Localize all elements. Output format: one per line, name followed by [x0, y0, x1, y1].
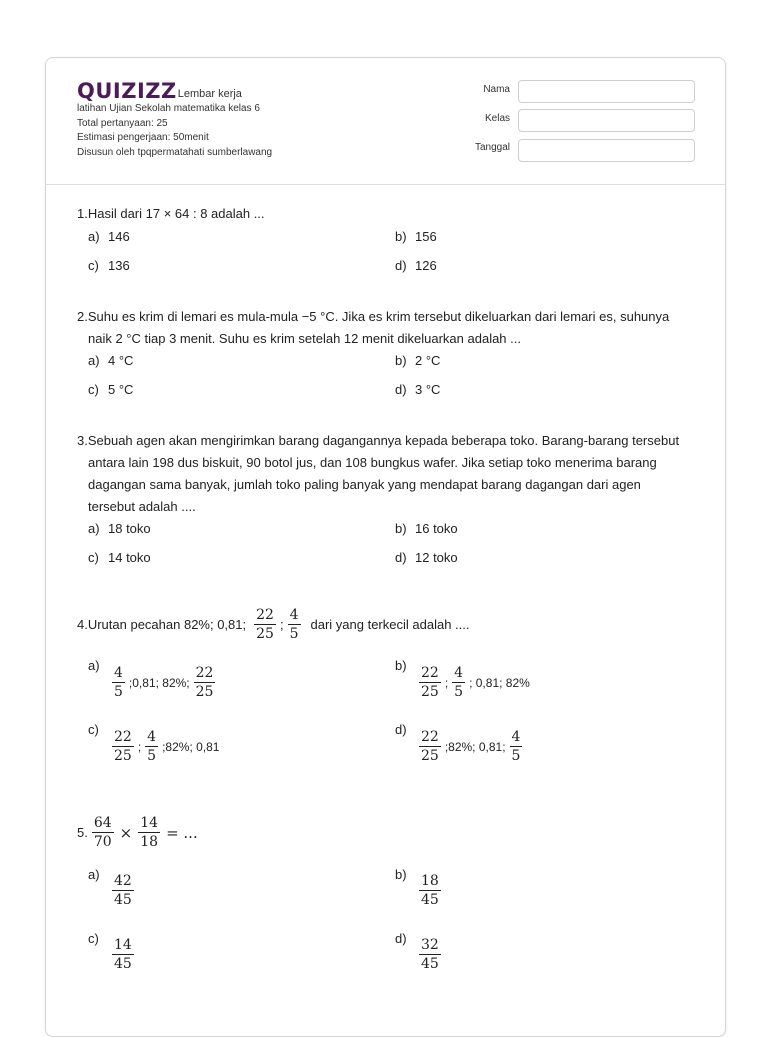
- q4-option-b[interactable]: [417, 665, 532, 700]
- class-label: Kelas: [484, 113, 510, 124]
- denominator: 25: [421, 684, 439, 700]
- denominator: 18: [140, 834, 159, 850]
- numerator: 22: [114, 729, 132, 745]
- option-label: b): [395, 521, 407, 536]
- date-label: Tanggal: [474, 142, 510, 153]
- option-text: 5 °C: [108, 382, 134, 397]
- option-label: d): [395, 258, 407, 273]
- question-5-text: [77, 815, 202, 850]
- q3-line-1: 3.Sebuah agen akan mengirimkan barang dagangannya kepada beberapa toko. Barang-barang tersebut: [77, 433, 680, 448]
- q4-suffix: dari yang terkecil adalah ....: [310, 617, 470, 632]
- option-text: ; 0,81; 82%: [469, 675, 530, 690]
- option-label: d): [395, 550, 407, 565]
- worksheet-label: Lembar kerja: [177, 88, 242, 100]
- numerator: 4: [147, 729, 157, 745]
- option-text: 126: [415, 258, 437, 273]
- q4-option-d[interactable]: [417, 729, 524, 764]
- q2-option-d[interactable]: [395, 381, 440, 399]
- q4-option-b-label: b): [395, 658, 407, 673]
- option-text: ;0,81; 82%;: [128, 675, 190, 690]
- name-field[interactable]: [518, 80, 695, 103]
- author: Disusun oleh tpqpermatahati sumberlawang: [77, 147, 273, 158]
- question-2-text: [77, 306, 669, 350]
- fraction: [419, 873, 441, 908]
- numerator: 18: [421, 873, 439, 889]
- q2-option-c[interactable]: [88, 381, 133, 399]
- q1-option-b[interactable]: [395, 228, 437, 246]
- fraction: [112, 729, 134, 764]
- option-text: ;82%; 0,81;: [444, 739, 506, 754]
- option-label: d): [395, 382, 407, 397]
- q3-line-3: dagangan sama banyak, jumlah toko paling banyak yang mendapat barang dagangan dari agen: [88, 477, 641, 492]
- numerator: 22: [421, 665, 439, 681]
- numerator: 64: [93, 815, 112, 831]
- option-label: c): [88, 550, 99, 565]
- option-label: a): [88, 229, 100, 244]
- equals-sign: = ...: [166, 823, 198, 842]
- denominator: 70: [93, 834, 112, 850]
- question-3-text: [77, 430, 679, 518]
- q5-option-d[interactable]: [417, 937, 443, 972]
- fraction: [288, 607, 301, 642]
- option-text: 18 toko: [108, 521, 151, 536]
- q3-option-b[interactable]: [395, 520, 458, 538]
- numerator: 4: [454, 665, 464, 681]
- denominator: 45: [421, 892, 439, 908]
- logo-row: [77, 80, 242, 102]
- q3-option-a[interactable]: [88, 520, 151, 538]
- q3-option-c[interactable]: [88, 549, 151, 567]
- denominator: 25: [421, 748, 439, 764]
- q5-option-c[interactable]: [110, 937, 136, 972]
- fraction: [452, 665, 465, 700]
- fraction: [419, 937, 441, 972]
- q3-line-4: tersebut adalah ....: [88, 499, 196, 514]
- separator: ;: [444, 675, 449, 690]
- option-label: a): [88, 521, 100, 536]
- estimated-time: Estimasi pengerjaan: 50menit: [77, 132, 209, 143]
- option-label: c): [88, 382, 99, 397]
- q4-option-d-label: d): [395, 722, 407, 737]
- q5-option-d-label: d): [395, 931, 407, 946]
- separator: ;: [279, 617, 284, 632]
- q2-line-1: 2.Suhu es krim di lemari es mula-mula −5 °C. Jika es krim tersebut dikeluarkan dari lemari es, suhunya: [77, 309, 670, 324]
- question-total: Total pertanyaan: 25: [77, 118, 168, 129]
- option-text: 16 toko: [415, 521, 458, 536]
- option-label: c): [88, 258, 99, 273]
- option-text: 12 toko: [415, 550, 458, 565]
- fraction: [254, 607, 276, 642]
- option-text: 146: [108, 229, 130, 244]
- q5-option-c-label: c): [88, 931, 99, 946]
- fraction: [419, 729, 441, 764]
- q1-option-c[interactable]: [88, 257, 130, 275]
- q4-option-a[interactable]: [110, 665, 217, 700]
- numerator: 4: [511, 729, 521, 745]
- q1-option-a[interactable]: [88, 228, 130, 246]
- q5-option-b-label: b): [395, 867, 407, 882]
- denominator: 5: [511, 748, 521, 764]
- fraction: [92, 815, 114, 850]
- q3-line-2: antara lain 198 dus biskuit, 90 botol jus, dan 108 bungkus wafer. Jika setiap toko menerima barang: [88, 455, 657, 470]
- denominator: 25: [256, 626, 274, 642]
- option-text: 3 °C: [415, 382, 441, 397]
- option-text: 156: [415, 229, 437, 244]
- worksheet-title: latihan Ujian Sekolah matematika kelas 6: [77, 103, 260, 114]
- option-text: 14 toko: [108, 550, 151, 565]
- denominator: 5: [147, 748, 157, 764]
- fraction: [112, 873, 134, 908]
- numerator: 14: [114, 937, 132, 953]
- denominator: 5: [289, 626, 299, 642]
- times-sign: ×: [119, 823, 133, 842]
- q4-prefix: 4.Urutan pecahan 82%; 0,81;: [77, 617, 247, 632]
- q5-number: 5.: [77, 825, 88, 840]
- question-1-text: 1.Hasil dari 17 × 64 : 8 adalah ...: [77, 206, 265, 221]
- option-label: b): [395, 353, 407, 368]
- numerator: 32: [421, 937, 439, 953]
- fraction: [510, 729, 523, 764]
- denominator: 25: [114, 748, 132, 764]
- q5-option-b[interactable]: [417, 873, 443, 908]
- q1-option-d[interactable]: [395, 257, 437, 275]
- q2-option-b[interactable]: [395, 352, 440, 370]
- option-text: 4 °C: [108, 353, 134, 368]
- q5-option-a-label: a): [88, 867, 100, 882]
- q2-line-2: naik 2 °C tiap 3 menit. Suhu es krim setelah 12 menit dikeluarkan adalah ...: [88, 331, 521, 346]
- worksheet-header: [46, 58, 725, 185]
- denominator: 45: [421, 956, 439, 972]
- option-label: b): [395, 229, 407, 244]
- denominator: 5: [114, 684, 123, 700]
- numerator: 22: [421, 729, 439, 745]
- numerator: 4: [289, 607, 299, 623]
- denominator: 25: [195, 684, 214, 700]
- class-field[interactable]: [518, 109, 695, 132]
- fraction: [194, 665, 216, 700]
- numerator: 22: [195, 665, 214, 681]
- q4-option-a-label: a): [88, 658, 100, 673]
- numerator: 14: [140, 815, 159, 831]
- q5-option-a[interactable]: [110, 873, 136, 908]
- option-label: a): [88, 353, 100, 368]
- fraction: [112, 665, 125, 700]
- numerator: 4: [114, 665, 123, 681]
- quizizz-logo: QUIZIZZ: [77, 79, 177, 103]
- q4-option-c-label: c): [88, 722, 99, 737]
- fraction: [138, 815, 160, 850]
- denominator: 45: [114, 892, 132, 908]
- option-text: ;82%; 0,81: [162, 739, 220, 754]
- option-text: 136: [108, 258, 130, 273]
- q2-option-a[interactable]: [88, 352, 133, 370]
- name-label: Nama: [483, 84, 510, 95]
- numerator: 42: [114, 873, 132, 889]
- q4-option-c[interactable]: [110, 729, 221, 764]
- denominator: 45: [114, 956, 132, 972]
- date-field[interactable]: [518, 139, 695, 162]
- fraction: [112, 937, 134, 972]
- q3-option-d[interactable]: [395, 549, 458, 567]
- denominator: 5: [454, 684, 464, 700]
- separator: ;: [137, 739, 142, 754]
- option-text: 2 °C: [415, 353, 441, 368]
- fraction: [419, 665, 441, 700]
- worksheet: [45, 57, 726, 1037]
- fraction: [145, 729, 158, 764]
- numerator: 22: [256, 607, 274, 623]
- question-4-text: [77, 607, 469, 642]
